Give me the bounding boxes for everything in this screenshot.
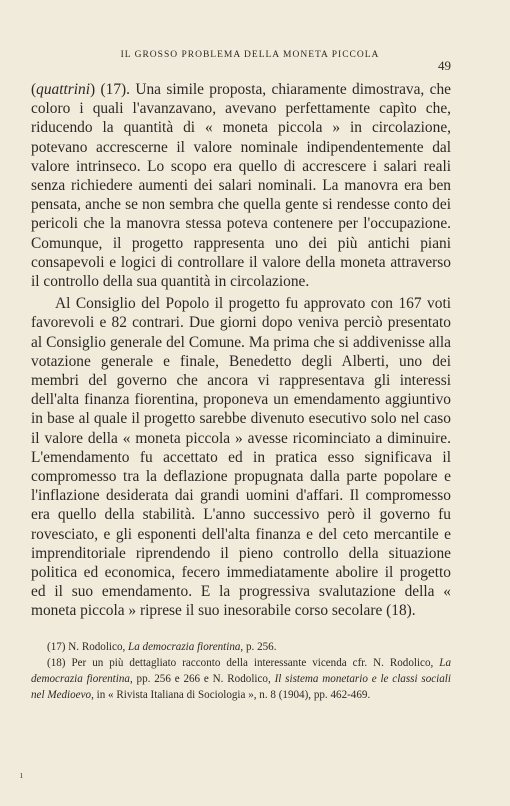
paragraph-1-open: ( xyxy=(31,81,37,98)
footnote-17-part-b: , p. 256. xyxy=(240,641,277,653)
paragraph-1-italic: quattrini xyxy=(36,81,91,98)
main-text xyxy=(31,80,451,621)
footnote-18-part-c: , in « Rivista Italiana di Sociologia », n. 8 (1904), pp. 462-469. xyxy=(91,689,371,701)
footnote-18-title-1: La democrazia fiorentina xyxy=(31,657,451,685)
footnotes xyxy=(31,639,451,703)
footnote-18-part-a: (18) Per un più dettagliato racconto della interessante vicenda cfr. N. Rodolico, xyxy=(47,657,440,669)
footnote-17-title: La democrazia fiorentina xyxy=(128,641,241,653)
paragraph-1-text: ) (17). Una simile proposta, chiaramente dimostrava, che coloro i quali l'avanzavano, avevano perfettamente capìto che, riducendo la quantità di « moneta piccola » in circolazione, potevano accrescerne il valore nominale indipendentemente dal valore intrinseco. Lo scopo era quello di accrescere i salari reali senza richiedere aumenti dei salari nominali. La manovra era ben pensata, anche se non sembra che quella gente si rendesse conto dei pericoli che la manovra stessa poteva contenere per l'occupazione. Comunque, il progetto rappresenta uno dei più antichi piani consapevoli e logici di controllare il valore della moneta attraverso il controllo della sua quantità in circolazione. xyxy=(31,81,451,291)
margin-mark: ı xyxy=(20,770,23,781)
footnote-17 xyxy=(31,639,451,655)
paragraph-2: Al Consiglio del Popolo il progetto fu approvato con 167 voti favorevoli e 82 contrari. Due giorni dopo veniva perciò presentato al Consiglio generale del Comune. Ma prima che si addivenisse alla votazione generale e finale, Benedetto degli Alberti, uno dei membri del governo che ancora vi rappresentava gli interessi dell'alta finanza fiorentina, proponeva un emendamento aggiuntivo in base al quale il progetto sarebbe divenuto esecutivo solo nel caso il valore della « moneta piccola » avesse ricominciato a diminuire. L'emendamento fu accettato ed in pratica esso significava il compromesso tra la deflazione propugnata dalla parte popolare e l'inflazione desiderata dai grandi uomini d'affari. Il compromesso era quello della stabilità. L'anno successivo però il governo fu rovesciato, e gli esponenti dell'alta finanza e del ceto mercantile e imprenditoriale riprendendo il pieno controllo della situazione politica ed economica, fecero immediatamente abolire il progetto ed il suo emendamento. E la progressiva svalutazione della « moneta piccola » riprese il suo inesorabile corso secolare (18). xyxy=(31,295,451,620)
running-head: IL GROSSO PROBLEMA DELLA MONETA PICCOLA xyxy=(120,50,380,60)
footnote-18-part-b: , pp. 256 e 266 e N. Rodolico, xyxy=(129,673,275,685)
footnote-18-title-2: Il sistema monetario e le classi sociali nel Medioevo xyxy=(31,673,451,701)
footnote-17-part-a: (17) N. Rodolico, xyxy=(47,641,129,653)
page-number: 49 xyxy=(438,58,451,73)
paragraph-1 xyxy=(31,80,451,291)
footnote-18 xyxy=(31,655,451,703)
